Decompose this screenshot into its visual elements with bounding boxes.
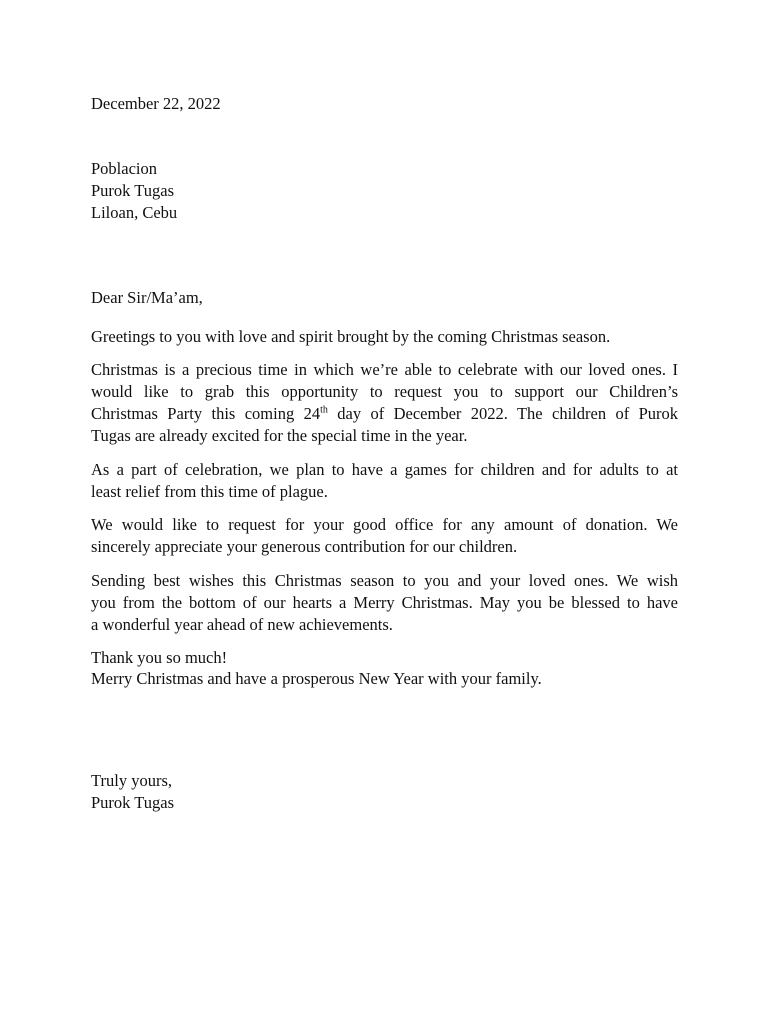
thanks-line: Thank you so much! — [91, 648, 228, 667]
paragraph-line: Tugas are already excited for the special time in the year. — [91, 426, 468, 445]
greeting-paragraph: Greetings to you with love and spirit brought by the coming Christmas season. — [91, 327, 611, 346]
paragraph-line: you from the bottom of our hearts a Merry Christmas. May you be blessed to have — [91, 593, 678, 612]
letter-date: December 22, 2022 — [91, 94, 221, 113]
paragraph-line — [91, 403, 678, 425]
paragraph-line: least relief from this time of plague. — [91, 482, 328, 501]
paragraph-line: Sending best wishes this Christmas season to you and your loved ones. We wish — [91, 571, 678, 590]
ordinal-suffix: th — [320, 404, 328, 416]
address-line-2: Purok Tugas — [91, 181, 174, 200]
line-text: day of December 2022. The children of Purok — [327, 404, 678, 423]
paragraph-line: sincerely appreciate your generous contribution for our children. — [91, 537, 518, 556]
address-line-1: Poblacion — [91, 159, 157, 178]
signature: Purok Tugas — [91, 793, 174, 812]
body-paragraph-4 — [91, 570, 678, 636]
paragraph-line: We would like to request for your good office for any amount of donation. We — [91, 515, 678, 534]
paragraph-line: a wonderful year ahead of new achievements. — [91, 615, 393, 634]
address-line-3: Liloan, Cebu — [91, 203, 178, 222]
wishes-line: Merry Christmas and have a prosperous New Year with your family. — [91, 669, 542, 688]
paragraph-line: would like to grab this opportunity to request you to support our Children’s — [91, 382, 678, 401]
body-paragraph-2 — [91, 459, 678, 503]
body-paragraph-3 — [91, 514, 678, 558]
paragraph-line: Christmas is a precious time in which we’re able to celebrate with our loved ones. I — [91, 360, 678, 379]
body-paragraph-1 — [91, 359, 678, 447]
paragraph-line: As a part of celebration, we plan to have a games for children and for adults to at — [91, 460, 678, 479]
closing: Truly yours, — [91, 771, 172, 790]
line-text: Christmas Party this coming 24 — [91, 404, 321, 423]
salutation: Dear Sir/Ma’am, — [91, 288, 203, 307]
